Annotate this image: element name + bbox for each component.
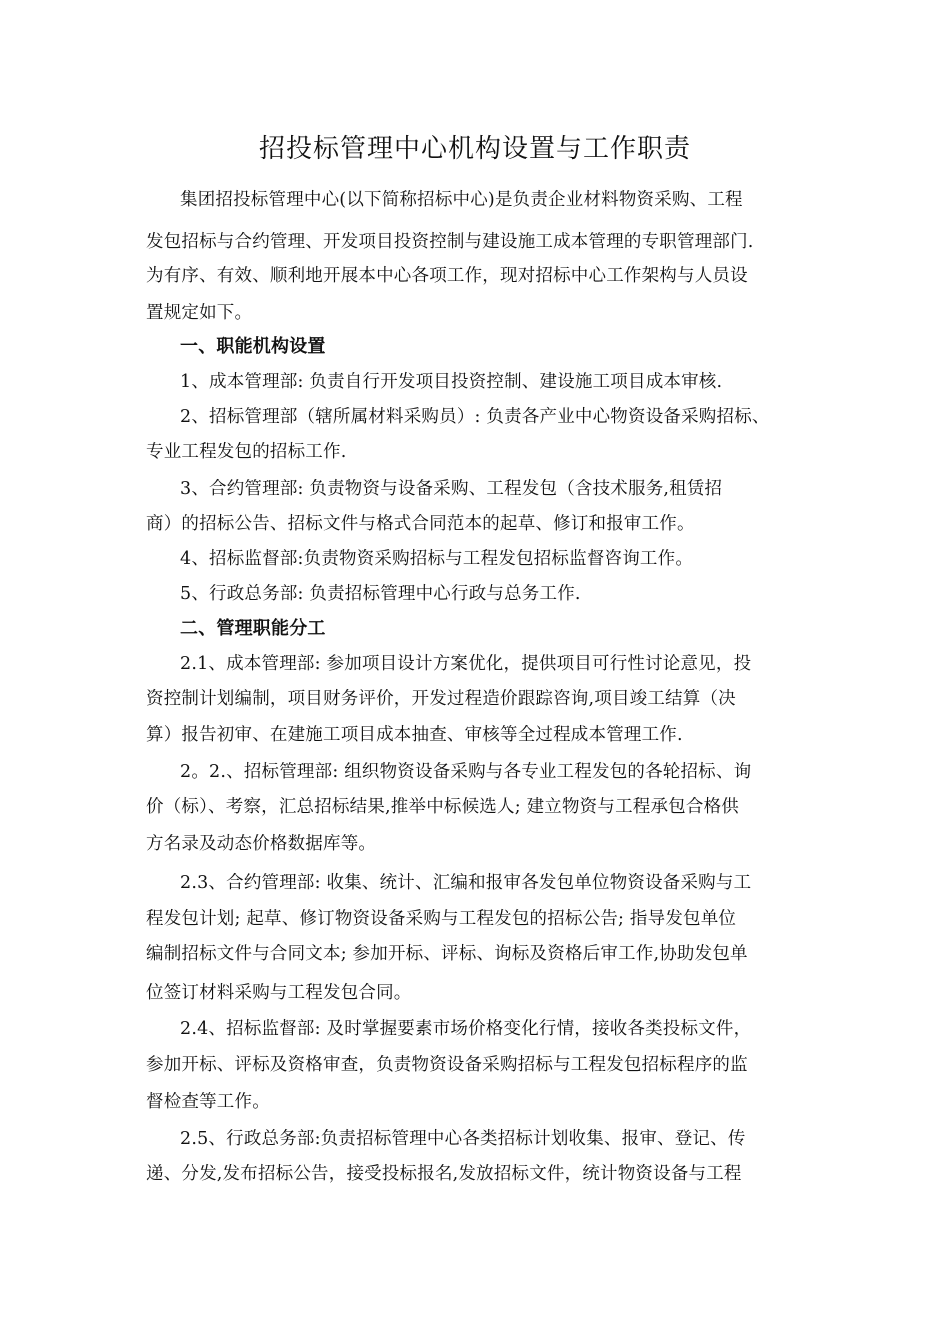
list-item: 2.3、合约管理部: 收集、统计、汇编和报审各发包单位物资设备采购与工 <box>180 873 752 893</box>
list-item: 2、招标管理部（辖所属材料采购员）: 负责各产业中心物资设备采购招标、 <box>180 407 770 427</box>
list-item: 2.5、行政总务部:负责招标管理中心各类招标计划收集、报审、登记、传 <box>180 1129 746 1149</box>
paragraph-line: 价（标）、考察，汇总招标结果,推举中标候选人; 建立物资与工程承包合格供 <box>146 797 739 817</box>
paragraph-line: 督检查等工作。 <box>146 1092 270 1112</box>
paragraph-line: 商）的招标公告、招标文件与格式合同范本的起草、修订和报审工作。 <box>146 514 695 534</box>
paragraph-line: 参加开标、评标及资格审查，负责物资设备采购招标与工程发包招标程序的监 <box>146 1055 748 1075</box>
list-item: 1、成本管理部: 负责自行开发项目投资控制、建设施工项目成本审核. <box>180 372 723 392</box>
list-item: 4、招标监督部:负责物资采购招标与工程发包招标监督咨询工作。 <box>180 549 694 569</box>
list-item: 2.4、招标监督部: 及时掌握要素市场价格变化行情，接收各类投标文件， <box>180 1019 752 1039</box>
paragraph-line: 程发包计划; 起草、修订物资设备采购与工程发包的招标公告; 指导发包单位 <box>146 909 737 929</box>
list-item: 2。2.、招标管理部: 组织物资设备采购与各专业工程发包的各轮招标、询 <box>180 762 752 782</box>
paragraph-line: 发包招标与合约管理、开发项目投资控制与建设施工成本管理的专职管理部门. <box>146 232 754 252</box>
list-item: 5、行政总务部: 负责招标管理中心行政与总务工作. <box>180 584 581 604</box>
list-item: 2.1、成本管理部: 参加项目设计方案优化，提供项目可行性讨论意见，投 <box>180 654 752 674</box>
paragraph-line: 算）报告初审、在建施工项目成本抽查、审核等全过程成本管理工作. <box>146 725 683 745</box>
paragraph-line: 位签订材料采购与工程发包合同。 <box>146 983 412 1003</box>
paragraph-line: 编制招标文件与合同文本; 参加开标、评标、询标及资格后审工作,协助发包单 <box>146 944 748 964</box>
paragraph-line: 置规定如下。 <box>146 303 253 323</box>
section-heading: 二、管理职能分工 <box>180 618 326 639</box>
list-item: 3、合约管理部: 负责物资与设备采购、工程发包（含技术服务,租赁招 <box>180 479 723 499</box>
paragraph-line: 为有序、有效、顺利地开展本中心各项工作，现对招标中心工作架构与人员设 <box>146 266 748 286</box>
paragraph-line: 资控制计划编制，项目财务评价，开发过程造价跟踪咨询,项目竣工结算（决 <box>146 689 736 709</box>
page-title: 招投标管理中心机构设置与工作职责 <box>258 134 691 164</box>
paragraph-line: 集团招投标管理中心(以下简称招标中心)是负责企业材料物资采购、工程 <box>180 190 743 210</box>
paragraph-line: 专业工程发包的招标工作. <box>146 442 347 462</box>
paragraph-line: 递、分发,发布招标公告，接受投标报名,发放招标文件，统计物资设备与工程 <box>146 1164 742 1184</box>
paragraph-line: 方名录及动态价格数据库等。 <box>146 834 377 854</box>
section-heading: 一、职能机构设置 <box>180 336 326 357</box>
